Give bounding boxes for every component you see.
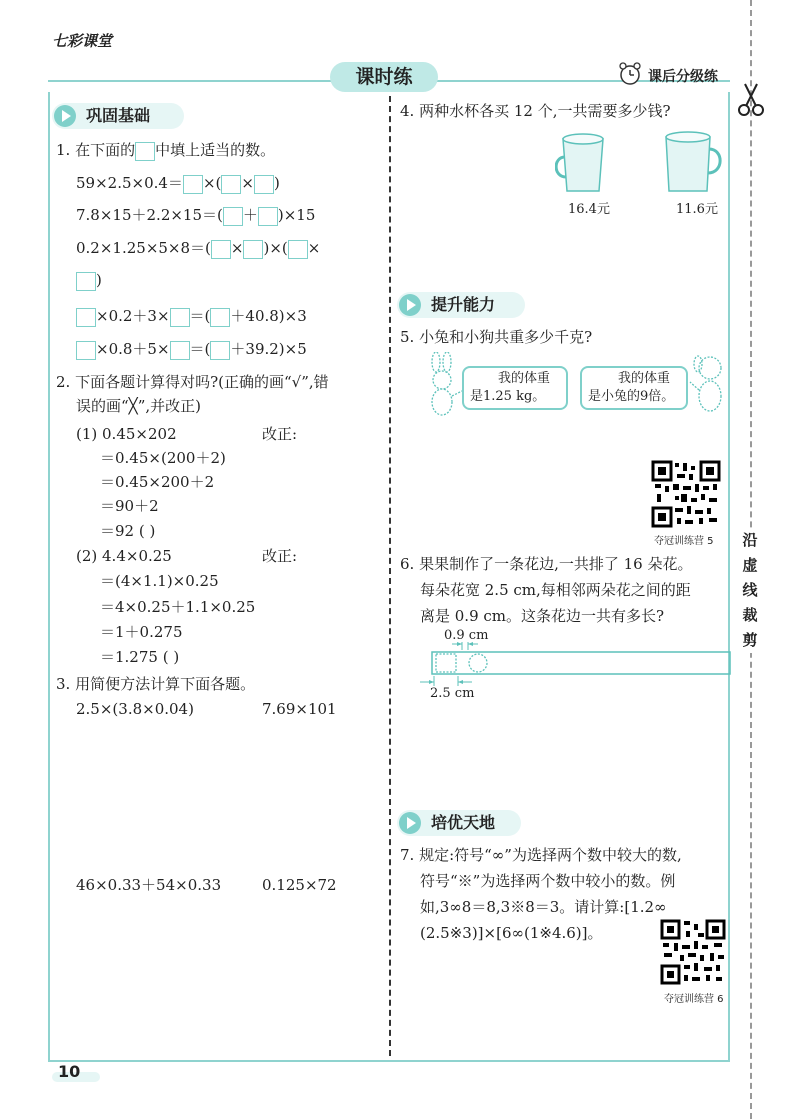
cup-1-price: 16.4元 <box>568 202 610 217</box>
q2b-line: ＝(4×1.1)×0.25 <box>100 572 219 590</box>
q1-line-6 <box>76 339 307 360</box>
answer-box[interactable] <box>221 175 241 194</box>
q7-line: (2.5※3)]×[6∞(1※4.6)]。 <box>420 924 603 942</box>
q1-suffix: 中填上适当的数。 <box>155 141 276 159</box>
qr-caption-2: 夺冠训练营 6 <box>664 994 724 1005</box>
gap-label: 0.9 cm <box>444 628 489 643</box>
answer-box[interactable] <box>76 308 96 327</box>
q2b-line: (2) 4.4×0.25 <box>76 547 172 565</box>
q2a-line: ＝90＋2 <box>100 497 159 515</box>
q2-prompt-1: 2. 下面各题计算得对吗?(正确的画“√”,错 <box>56 373 329 391</box>
cup-2-price: 11.6元 <box>676 202 718 217</box>
expr: × <box>241 174 254 192</box>
expr: ×( <box>202 174 222 192</box>
q2a-line: ＝0.45×(200＋2) <box>100 449 226 467</box>
expr: ×0.8＋5× <box>96 340 170 358</box>
answer-box[interactable] <box>288 240 308 259</box>
q4-prompt: 4. 两种水杯各买 12 个,一共需要多少钱? <box>400 102 671 120</box>
cut-char: 剪 <box>742 631 758 649</box>
answer-box[interactable] <box>183 175 203 194</box>
section-label: 巩固基础 <box>86 106 151 125</box>
expr: ＝( <box>189 340 211 358</box>
q1-line-2 <box>76 205 315 226</box>
dog-speech-bubble <box>580 366 688 410</box>
page-title: 课时练 <box>330 62 438 92</box>
expr: ＋40.8)×3 <box>230 307 307 325</box>
q3-item: 46×0.33＋54×0.33 <box>76 876 222 894</box>
page-number: 10 <box>58 1062 81 1081</box>
q2a-line: ＝0.45×200＋2 <box>100 473 215 491</box>
page-subtitle: 课后分级练 <box>648 69 718 85</box>
rabbit-speech-bubble <box>462 366 568 410</box>
q1-prefix: 1. 在下面的 <box>56 141 136 159</box>
cut-char: 沿 <box>742 531 758 549</box>
q5-prompt: 5. 小兔和小狗共重多少千克? <box>400 328 593 346</box>
answer-box[interactable] <box>211 240 231 259</box>
bubble-text: 我的体重 <box>618 371 671 386</box>
qr-code-1[interactable] <box>651 460 721 528</box>
q6-line: 6. 果果制作了一条花边,一共排了 16 朵花。 <box>400 555 693 573</box>
q2a-line: (1) 0.45×202 <box>76 425 177 443</box>
answer-box[interactable] <box>210 308 230 327</box>
play-icon <box>399 294 421 316</box>
cup-1-image <box>555 127 615 197</box>
q2a-line: ＝92 ( ) <box>100 522 156 540</box>
q3-item: 7.69×101 <box>262 700 337 718</box>
cut-char: 线 <box>742 581 758 599</box>
expr: ) <box>273 174 280 192</box>
answer-box[interactable] <box>170 308 190 327</box>
q1-prompt <box>56 140 275 161</box>
expr: ＋39.2)×5 <box>230 340 307 358</box>
rabbit-image <box>422 352 466 420</box>
brand-logo: 七彩课堂 <box>52 32 113 50</box>
q1-line-3 <box>76 238 320 259</box>
q7-line: 符号“※”为选择两个数中较小的数。例 <box>420 872 676 890</box>
cut-char: 虚 <box>742 556 758 574</box>
dog-image <box>688 354 730 416</box>
cut-char: 裁 <box>742 606 758 624</box>
answer-box[interactable] <box>76 272 96 291</box>
section-label: 提升能力 <box>431 295 496 314</box>
expr: × <box>230 239 244 257</box>
width-label: 2.5 cm <box>430 686 475 701</box>
qr-caption-1: 夺冠训练营 5 <box>654 536 714 547</box>
alarm-clock-icon <box>618 62 642 86</box>
expr: )×15 <box>277 206 316 224</box>
answer-box[interactable] <box>135 142 155 161</box>
answer-box[interactable] <box>76 341 96 360</box>
q7-line: 如,3∞8＝8,3※8＝3。请计算:[1.2∞ <box>420 898 667 916</box>
expr: )×( <box>263 239 288 257</box>
q1-line-4 <box>76 270 102 291</box>
answer-box[interactable] <box>243 240 263 259</box>
play-icon <box>54 105 76 127</box>
answer-box[interactable] <box>170 341 190 360</box>
play-icon <box>399 812 421 834</box>
answer-box[interactable] <box>210 341 230 360</box>
section-advanced <box>397 810 521 836</box>
section-label: 培优天地 <box>431 813 496 832</box>
cut-instruction <box>740 528 760 653</box>
expr: ＝( <box>189 307 211 325</box>
scissors-icon <box>735 82 767 118</box>
q2b-fix-label: 改正: <box>262 547 298 565</box>
section-basic <box>52 103 184 129</box>
answer-box[interactable] <box>258 207 278 226</box>
expr: ×0.2＋3× <box>96 307 170 325</box>
bubble-text: 是小兔的9倍。 <box>588 389 675 404</box>
q3-prompt: 3. 用简便方法计算下面各题。 <box>56 675 256 693</box>
q3-item: 2.5×(3.8×0.04) <box>76 700 194 718</box>
expr: × <box>307 239 321 257</box>
expr: 59×2.5×0.4＝ <box>76 174 183 192</box>
q6-line: 离是 0.9 cm。这条花边一共有多长? <box>420 607 665 625</box>
answer-box[interactable] <box>254 175 274 194</box>
q2b-line: ＝4×0.25＋1.1×0.25 <box>100 598 256 616</box>
q2b-line: ＝1.275 ( ) <box>100 648 180 666</box>
answer-box[interactable] <box>223 207 243 226</box>
cup-2-image <box>660 127 725 197</box>
q1-line-5 <box>76 306 307 327</box>
q7-line: 7. 规定:符号“∞”为选择两个数中较大的数, <box>400 846 682 864</box>
column-divider <box>389 96 391 1056</box>
q3-item: 0.125×72 <box>262 876 337 894</box>
q2b-line: ＝1＋0.275 <box>100 623 183 641</box>
bubble-text: 我的体重 <box>498 371 551 386</box>
q2-prompt-2: 误的画“╳”,并改正) <box>76 397 201 415</box>
q1-line-1 <box>76 173 280 194</box>
expr: ) <box>96 271 102 289</box>
q6-line: 每朵花宽 2.5 cm,每相邻两朵花之间的距 <box>420 581 691 599</box>
section-improve <box>397 292 525 318</box>
expr: ＋ <box>242 206 258 224</box>
qr-code-2[interactable] <box>660 919 726 985</box>
q2a-fix-label: 改正: <box>262 425 298 443</box>
bubble-text: 是1.25 kg。 <box>470 389 546 404</box>
expr: 7.8×15＋2.2×15＝( <box>76 206 223 224</box>
expr: 0.2×1.25×5×8＝( <box>76 239 211 257</box>
